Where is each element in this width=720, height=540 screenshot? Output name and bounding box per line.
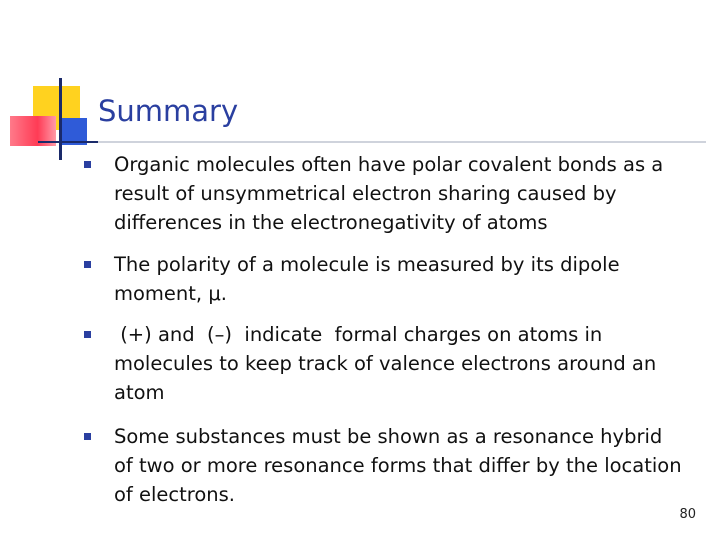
- bullet-item: [84, 250, 684, 308]
- bullet-square-icon: [84, 331, 91, 338]
- page-number: 80: [679, 507, 696, 522]
- bullet-item: [84, 320, 684, 407]
- bullet-item: [84, 422, 684, 509]
- title-underline: [98, 141, 706, 143]
- bullet-text: Some substances must be shown as a resonance hybrid of two or more resonance forms that differ by the location of electrons.: [114, 425, 682, 506]
- bullet-square-icon: [84, 433, 91, 440]
- bullet-text: (+) and (–) indicate formal charges on atoms in molecules to keep track of valence electrons around an atom: [114, 323, 663, 404]
- slide-logo-decoration: [0, 0, 120, 170]
- bullet-square-icon: [84, 261, 91, 268]
- bullet-text: The polarity of a molecule is measured by its dipole moment, μ.: [114, 253, 620, 305]
- logo-horizontal-line: [38, 141, 98, 143]
- slide-title: Summary: [98, 94, 239, 128]
- bullet-square-icon: [84, 161, 91, 168]
- bullet-text: Organic molecules often have polar covalent bonds as a result of unsymmetrical electron sharing caused by differences in the electronegativity of atoms: [114, 153, 664, 234]
- logo-vertical-line: [59, 78, 62, 160]
- bullet-item: [84, 150, 684, 237]
